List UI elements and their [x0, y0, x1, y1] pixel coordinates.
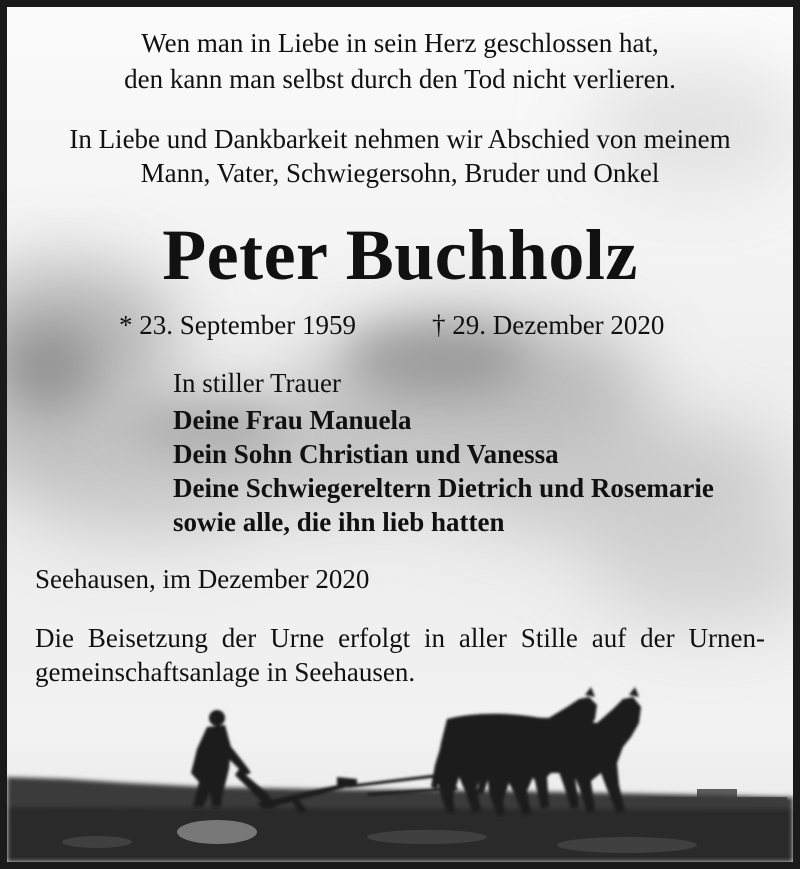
mourning-heading: In stiller Trauer	[173, 368, 341, 398]
mourner-item: Deine Frau Manuela	[173, 405, 412, 435]
plowing-scene-image	[7, 7, 793, 862]
deceased-name: Peter Buchholz	[162, 215, 638, 295]
burial-line-1: Die Beisetzung der Urne erfolgt in aller Stille auf der Urnen-	[35, 623, 765, 653]
quote-line-1: Wen man in Liebe in sein Herz geschlossen hat,	[141, 28, 659, 58]
burial-line-2: gemeinschaftsanlage in Seehausen.	[35, 657, 416, 687]
quote-line-2: den kann man selbst durch den Tod nicht verlieren.	[124, 64, 676, 94]
mourner-item: Deine Schwiegereltern Dietrich und Rosemarie	[173, 473, 714, 503]
death-date: † 29. Dezember 2020	[432, 310, 665, 340]
intro-line-2: Mann, Vater, Schwiegersohn, Bruder und Onkel	[140, 158, 660, 188]
mourner-item: sowie alle, die ihn lieb hatten	[173, 507, 505, 537]
mourner-item: Dein Sohn Christian und Vanessa	[173, 439, 559, 469]
place-and-date: Seehausen, im Dezember 2020	[35, 564, 370, 594]
intro-line-1: In Liebe und Dankbarkeit nehmen wir Abschied von meinem	[69, 124, 731, 154]
birth-date: * 23. September 1959	[119, 310, 356, 340]
